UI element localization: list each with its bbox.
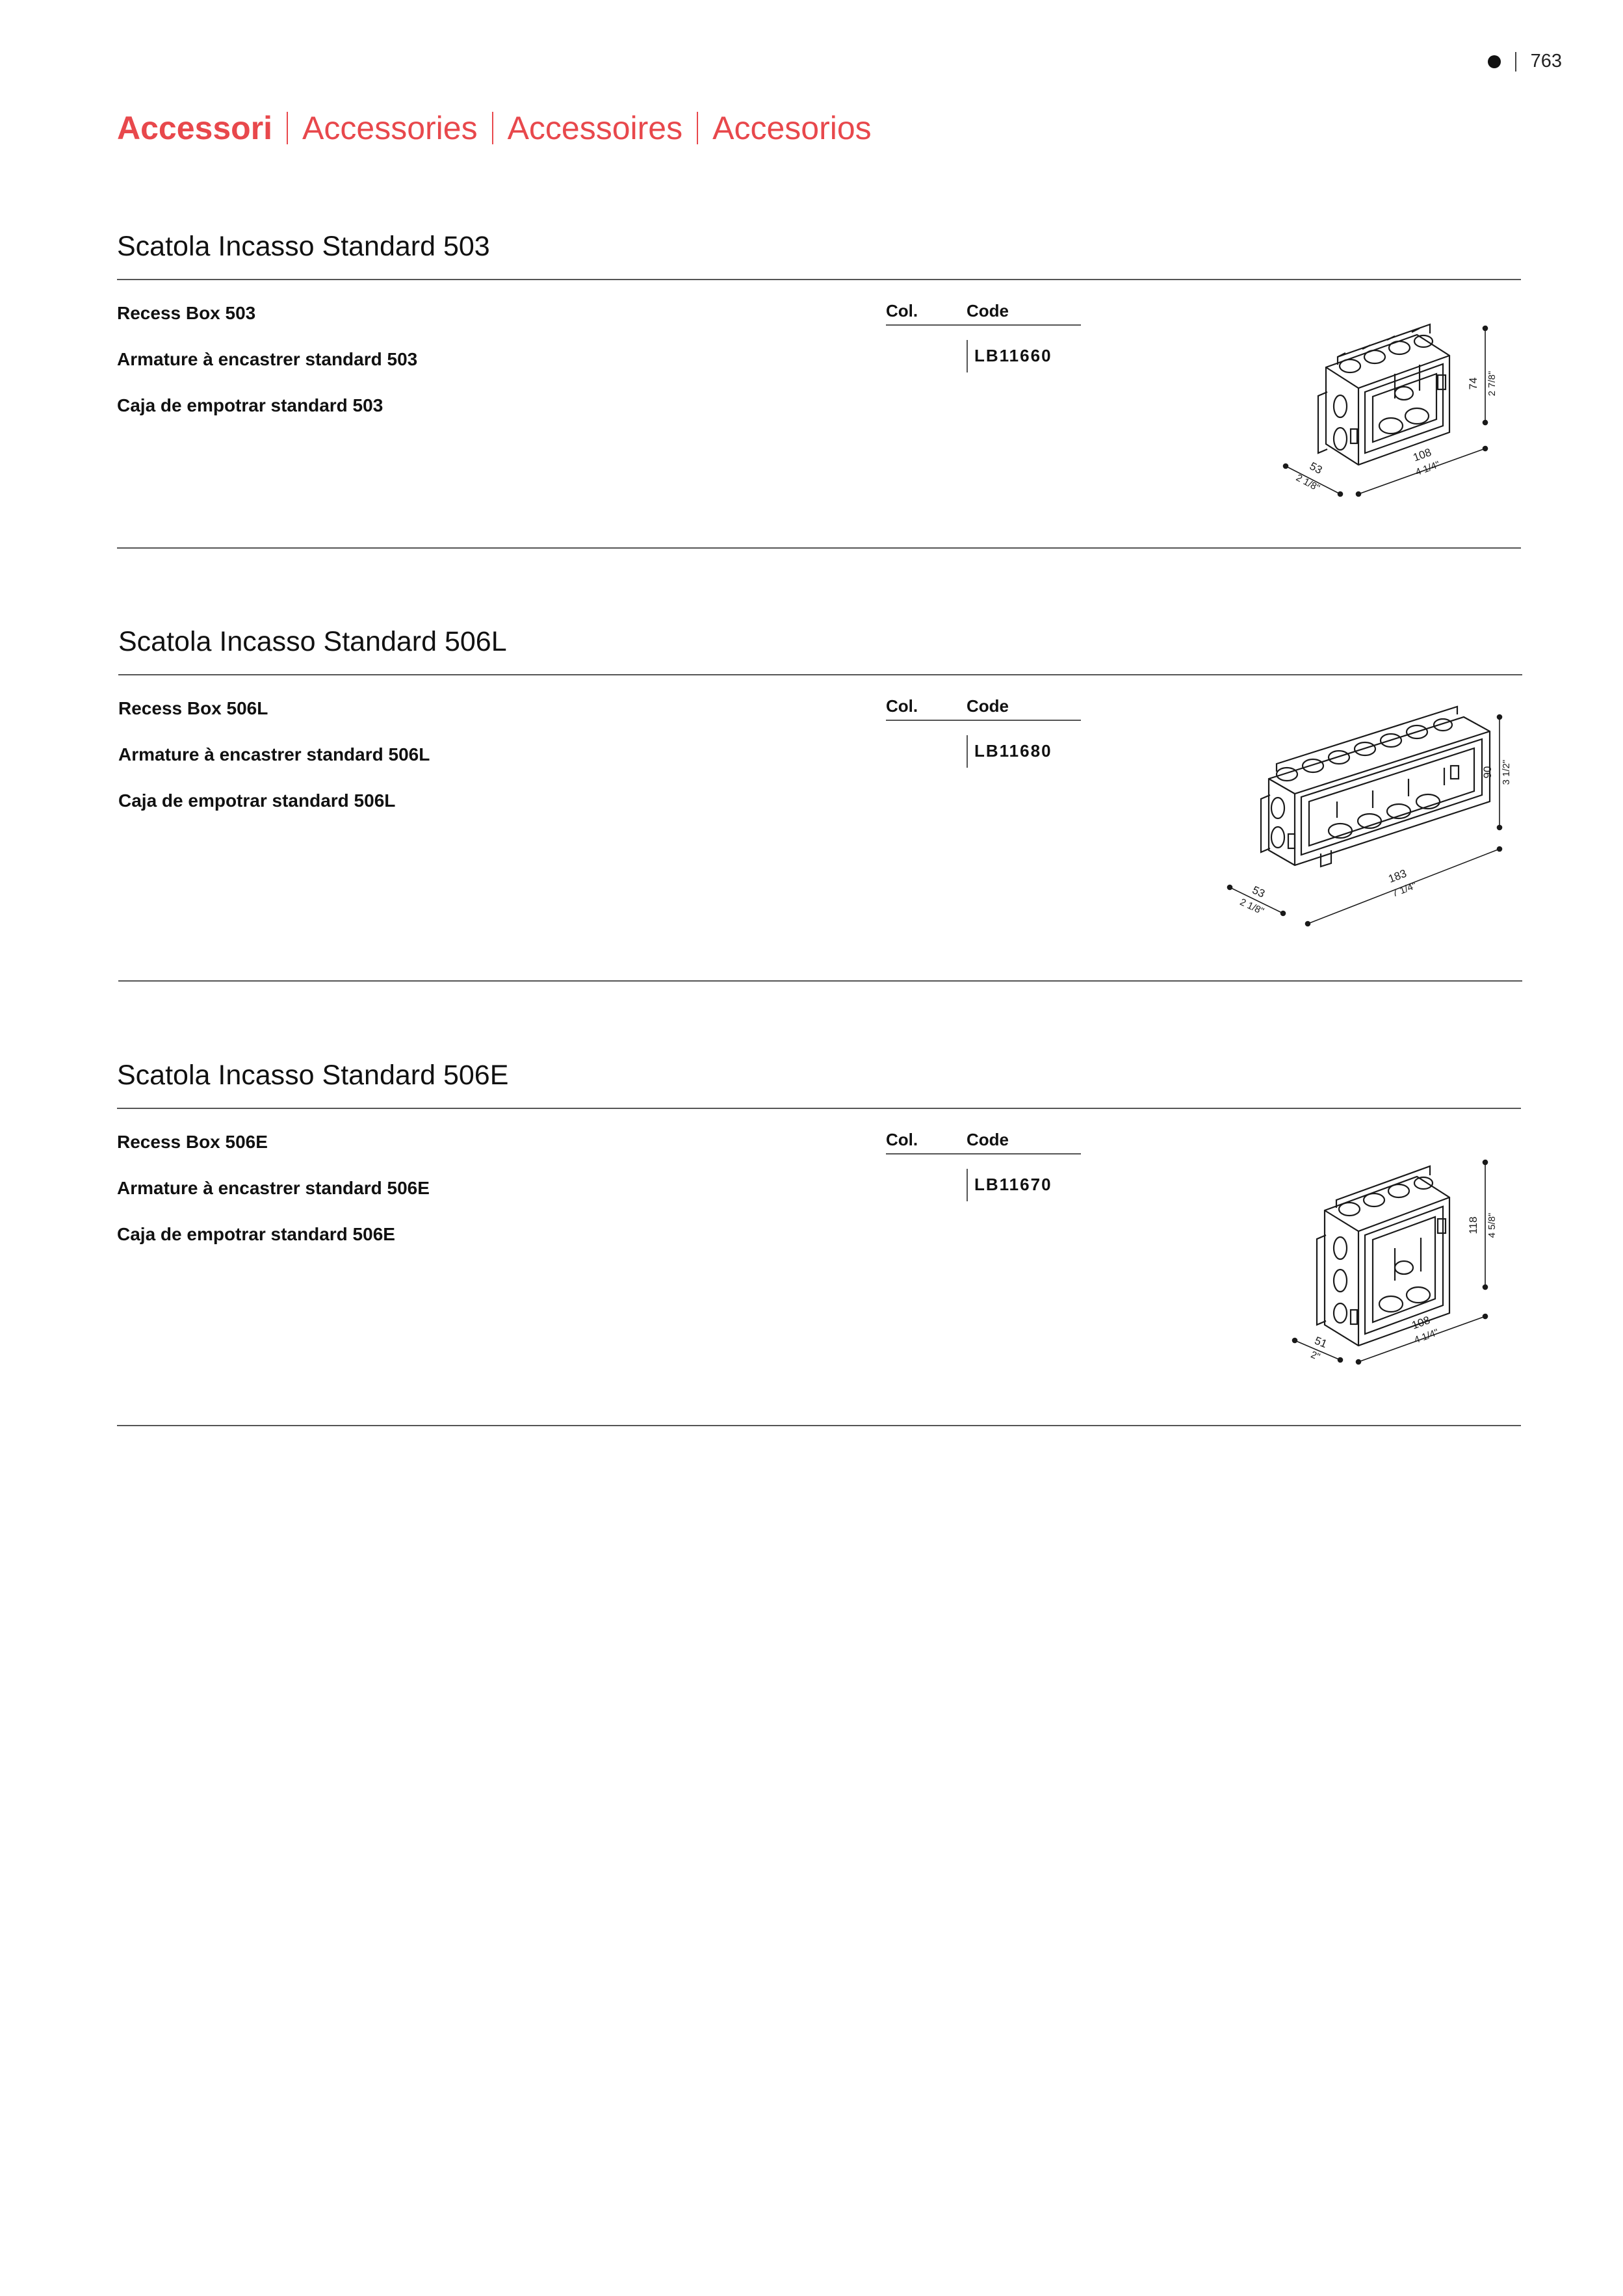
col-header: Col. [886, 1130, 918, 1149]
depth-in-label: 2" [1309, 1349, 1322, 1363]
col-header: Col. [886, 301, 918, 320]
title-french: Accessoires [507, 110, 683, 146]
width-mm-label: 183 [1386, 867, 1409, 885]
section-title: Scatola Incasso Standard 503 [117, 231, 490, 262]
page-title [117, 109, 872, 147]
product-code: LB11670 [974, 1175, 1052, 1194]
product-names [117, 1130, 430, 1268]
name-english: Recess Box 503 [117, 303, 256, 323]
title-separator [287, 112, 288, 144]
recess-box-503-drawing [1267, 315, 1527, 510]
recess-box-506l-icon [1261, 707, 1490, 867]
title-english: Accessories [302, 110, 478, 146]
bullet-icon [1488, 55, 1501, 68]
code-header: Code [967, 301, 1009, 320]
title-separator [492, 112, 493, 144]
section-rule [118, 980, 1522, 982]
width-in-label: 7 1/4" [1390, 880, 1418, 900]
code-header: Code [967, 1130, 1009, 1149]
height-in-label: 4 5/8" [1487, 1212, 1498, 1238]
name-french: Armature à encastrer standard 503 [117, 349, 418, 369]
name-english: Recess Box 506E [117, 1132, 268, 1152]
section-rule [117, 1425, 1521, 1426]
height-mm-label: 118 [1467, 1216, 1479, 1234]
height-in-label: 2 7/8" [1487, 371, 1498, 397]
product-section-506e [117, 1060, 1521, 1363]
depth-mm-label: 53 [1307, 460, 1325, 476]
recess-box-506e-drawing [1267, 1151, 1527, 1372]
width-mm-label: 108 [1411, 446, 1433, 464]
page-number [1488, 51, 1562, 72]
width-in-label: 4 1/4" [1412, 1327, 1440, 1346]
section-title: Scatola Incasso Standard 506L [118, 626, 507, 657]
section-rule [117, 1108, 1521, 1109]
depth-mm-label: 53 [1250, 883, 1267, 900]
recess-box-506e-icon [1317, 1166, 1449, 1346]
code-divider [967, 340, 968, 372]
code-table [886, 301, 1081, 372]
section-rule [117, 547, 1521, 549]
recess-box-506l-drawing [1204, 704, 1522, 938]
depth-in-label: 2 1/8" [1238, 896, 1266, 917]
section-rule [117, 279, 1521, 280]
code-table-header [886, 301, 1081, 326]
depth-mm-label: 51 [1312, 1334, 1329, 1351]
height-in-label: 3 1/2" [1501, 759, 1512, 785]
code-table [886, 1130, 1081, 1201]
product-code: LB11680 [974, 741, 1052, 761]
code-table-header [886, 1130, 1081, 1155]
height-mm-label: 90 [1481, 766, 1494, 779]
code-row [886, 340, 1081, 372]
depth-in-label: 2 1/8" [1294, 472, 1322, 494]
name-spanish: Caja de empotrar standard 506L [118, 790, 396, 811]
product-names [118, 696, 430, 835]
product-code: LB11660 [974, 346, 1052, 365]
name-french: Armature à encastrer standard 506E [117, 1178, 430, 1198]
code-row [886, 1169, 1081, 1201]
name-spanish: Caja de empotrar standard 503 [117, 395, 383, 415]
title-spanish: Accesorios [712, 110, 872, 146]
code-divider [967, 735, 968, 768]
title-separator [697, 112, 698, 144]
name-english: Recess Box 506L [118, 698, 268, 718]
code-header: Code [967, 696, 1009, 716]
product-names [117, 301, 417, 439]
page-number-value: 763 [1530, 51, 1562, 72]
section-rule [118, 674, 1522, 675]
width-mm-label: 108 [1410, 1314, 1432, 1332]
col-header: Col. [886, 696, 918, 716]
recess-box-503-icon [1318, 324, 1449, 465]
product-section-503 [117, 231, 1521, 530]
code-row [886, 735, 1081, 768]
width-in-label: 4 1/4" [1414, 459, 1442, 478]
section-title: Scatola Incasso Standard 506E [117, 1060, 509, 1091]
code-table [886, 696, 1081, 768]
title-italian: Accessori [117, 110, 273, 146]
code-divider [967, 1169, 968, 1201]
product-section-506l [118, 626, 1522, 925]
code-table-header [886, 696, 1081, 721]
height-mm-label: 74 [1467, 377, 1479, 390]
name-spanish: Caja de empotrar standard 506E [117, 1224, 395, 1244]
divider [1515, 52, 1516, 72]
name-french: Armature à encastrer standard 506L [118, 744, 430, 764]
